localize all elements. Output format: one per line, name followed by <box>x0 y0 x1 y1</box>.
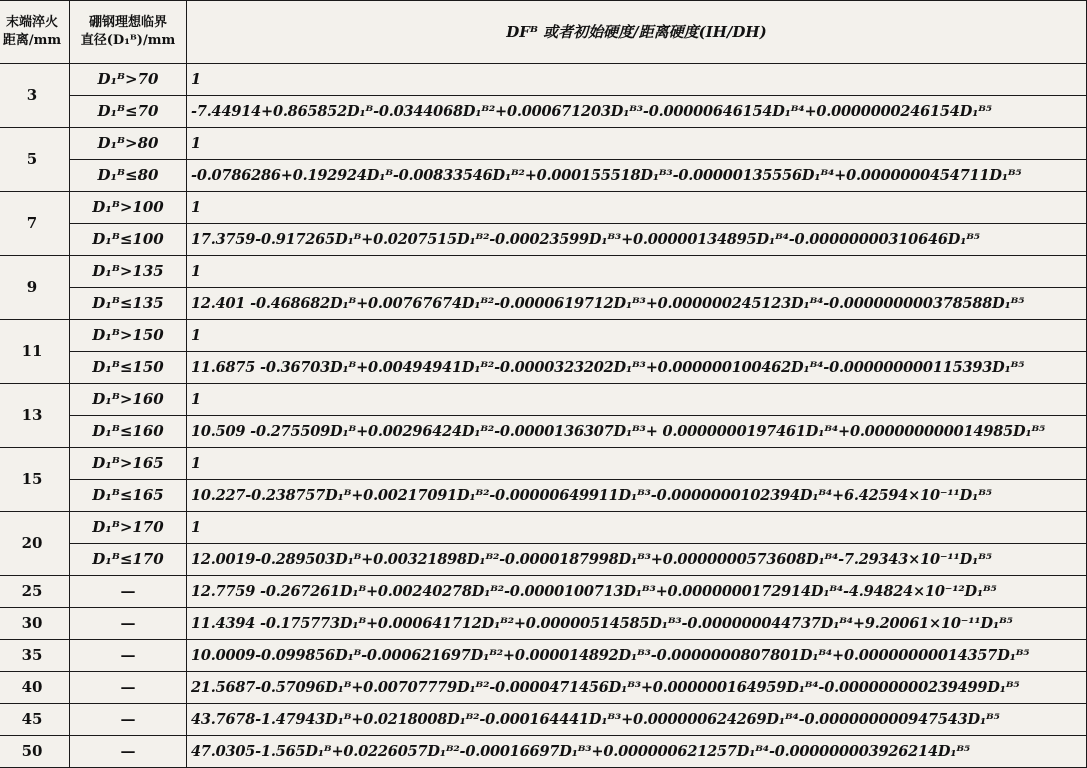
distance-cell: 35 <box>0 640 70 672</box>
condition-cell: — <box>70 704 187 736</box>
table-row <box>0 512 1087 544</box>
distance-cell: 15 <box>0 448 70 512</box>
table-row <box>0 352 1087 384</box>
table-row <box>0 480 1087 512</box>
header-critical-diameter: 硼钢理想临界 直径(D₁ᴮ)/mm <box>70 1 187 64</box>
condition-cell: D₁ᴮ>170 <box>70 512 187 544</box>
table-row <box>0 384 1087 416</box>
table-row <box>0 544 1087 576</box>
condition-cell: D₁ᴮ>160 <box>70 384 187 416</box>
table-row <box>0 736 1087 768</box>
value-cell: 1 <box>187 128 1087 160</box>
table-row <box>0 704 1087 736</box>
table-row <box>0 672 1087 704</box>
value-cell: 1 <box>187 512 1087 544</box>
condition-cell: — <box>70 640 187 672</box>
condition-cell: D₁ᴮ>135 <box>70 256 187 288</box>
condition-cell: D₁ᴮ≤80 <box>70 160 187 192</box>
value-cell: 1 <box>187 192 1087 224</box>
condition-cell: D₁ᴮ≤135 <box>70 288 187 320</box>
condition-cell: D₁ᴮ≤100 <box>70 224 187 256</box>
distance-cell: 9 <box>0 256 70 320</box>
formula-cell: 10.0009-0.099856D₁ᴮ-0.000621697D₁ᴮ²+0.000014892D₁ᴮ³-0.0000000807801D₁ᴮ⁴+0.00000000014357D₁ᴮ⁵ <box>187 640 1087 672</box>
formula-cell: 12.401 -0.468682D₁ᴮ+0.00767674D₁ᴮ²-0.0000619712D₁ᴮ³+0.000000245123D₁ᴮ⁴-0.000000000378588D₁ᴮ⁵ <box>187 288 1087 320</box>
formula-cell: 11.6875 -0.36703D₁ᴮ+0.00494941D₁ᴮ²-0.0000323202D₁ᴮ³+0.000000100462D₁ᴮ⁴-0.000000000115393D₁ᴮ⁵ <box>187 352 1087 384</box>
value-cell: 1 <box>187 320 1087 352</box>
table-row <box>0 608 1087 640</box>
condition-cell: D₁ᴮ≤170 <box>70 544 187 576</box>
table-row <box>0 576 1087 608</box>
condition-cell: D₁ᴮ≤165 <box>70 480 187 512</box>
formula-cell: 47.0305-1.565D₁ᴮ+0.0226057D₁ᴮ²-0.00016697D₁ᴮ³+0.000000621257D₁ᴮ⁴-0.000000003926214D₁ᴮ⁵ <box>187 736 1087 768</box>
condition-cell: — <box>70 576 187 608</box>
formula-cell: 12.7759 -0.267261D₁ᴮ+0.00240278D₁ᴮ²-0.0000100713D₁ᴮ³+0.0000000172914D₁ᴮ⁴-4.94824×10⁻¹²D₁ᴮ⁵ <box>187 576 1087 608</box>
formula-cell: 10.509 -0.275509D₁ᴮ+0.00296424D₁ᴮ²-0.0000136307D₁ᴮ³+ 0.0000000197461D₁ᴮ⁴+0.000000000014985D₁ᴮ⁵ <box>187 416 1087 448</box>
distance-cell: 5 <box>0 128 70 192</box>
table-row <box>0 256 1087 288</box>
formula-cell: 21.5687-0.57096D₁ᴮ+0.00707779D₁ᴮ²-0.0000471456D₁ᴮ³+0.000000164959D₁ᴮ⁴-0.000000000239499D₁ᴮ⁵ <box>187 672 1087 704</box>
value-cell: 1 <box>187 448 1087 480</box>
condition-cell: D₁ᴮ>70 <box>70 64 187 96</box>
distance-cell: 40 <box>0 672 70 704</box>
table-row <box>0 448 1087 480</box>
header-formula: DFᴮ 或者初始硬度/距离硬度(IH/DH) <box>187 1 1087 64</box>
condition-cell: — <box>70 608 187 640</box>
value-cell: 1 <box>187 256 1087 288</box>
table-row <box>0 320 1087 352</box>
condition-cell: D₁ᴮ>100 <box>70 192 187 224</box>
table-row <box>0 64 1087 96</box>
condition-cell: — <box>70 672 187 704</box>
table-row <box>0 160 1087 192</box>
formula-cell: -7.44914+0.865852D₁ᴮ-0.0344068D₁ᴮ²+0.000671203D₁ᴮ³-0.00000646154D₁ᴮ⁴+0.0000000246154D₁ᴮ⁵ <box>187 96 1087 128</box>
formula-cell: -0.0786286+0.192924D₁ᴮ-0.00833546D₁ᴮ²+0.000155518D₁ᴮ³-0.00000135556D₁ᴮ⁴+0.0000000454711D₁ᴮ⁵ <box>187 160 1087 192</box>
table-row <box>0 96 1087 128</box>
condition-cell: D₁ᴮ≤160 <box>70 416 187 448</box>
distance-cell: 25 <box>0 576 70 608</box>
table-row <box>0 192 1087 224</box>
formula-cell: 10.227-0.238757D₁ᴮ+0.00217091D₁ᴮ²-0.00000649911D₁ᴮ³-0.0000000102394D₁ᴮ⁴+6.42594×10⁻¹¹D₁ᴮ⁵ <box>187 480 1087 512</box>
distance-cell: 3 <box>0 64 70 128</box>
formula-cell: 17.3759-0.917265D₁ᴮ+0.0207515D₁ᴮ²-0.00023599D₁ᴮ³+0.00000134895D₁ᴮ⁴-0.00000000310646D₁ᴮ⁵ <box>187 224 1087 256</box>
condition-cell: D₁ᴮ≤70 <box>70 96 187 128</box>
header-row <box>0 1 1087 64</box>
formula-cell: 11.4394 -0.175773D₁ᴮ+0.000641712D₁ᴮ²+0.00000514585D₁ᴮ³-0.000000044737D₁ᴮ⁴+9.20061×10⁻¹¹D₁ᴮ⁵ <box>187 608 1087 640</box>
table-row <box>0 128 1087 160</box>
distance-cell: 13 <box>0 384 70 448</box>
distance-cell: 7 <box>0 192 70 256</box>
condition-cell: — <box>70 736 187 768</box>
distance-cell: 20 <box>0 512 70 576</box>
value-cell: 1 <box>187 64 1087 96</box>
condition-cell: D₁ᴮ>165 <box>70 448 187 480</box>
distance-cell: 30 <box>0 608 70 640</box>
condition-cell: D₁ᴮ>150 <box>70 320 187 352</box>
formula-cell: 43.7678-1.47943D₁ᴮ+0.0218008D₁ᴮ²-0.000164441D₁ᴮ³+0.000000624269D₁ᴮ⁴-0.000000000947543D₁ᴮ⁵ <box>187 704 1087 736</box>
distance-cell: 45 <box>0 704 70 736</box>
table-row <box>0 416 1087 448</box>
table-row <box>0 640 1087 672</box>
header-distance: 末端淬火 距离/mm <box>0 1 70 64</box>
table-row <box>0 288 1087 320</box>
distance-cell: 11 <box>0 320 70 384</box>
value-cell: 1 <box>187 384 1087 416</box>
formula-cell: 12.0019-0.289503D₁ᴮ+0.00321898D₁ᴮ²-0.0000187998D₁ᴮ³+0.0000000573608D₁ᴮ⁴-7.29343×10⁻¹¹D₁ᴮ⁵ <box>187 544 1087 576</box>
distance-cell: 50 <box>0 736 70 768</box>
table-row <box>0 224 1087 256</box>
condition-cell: D₁ᴮ≤150 <box>70 352 187 384</box>
condition-cell: D₁ᴮ>80 <box>70 128 187 160</box>
